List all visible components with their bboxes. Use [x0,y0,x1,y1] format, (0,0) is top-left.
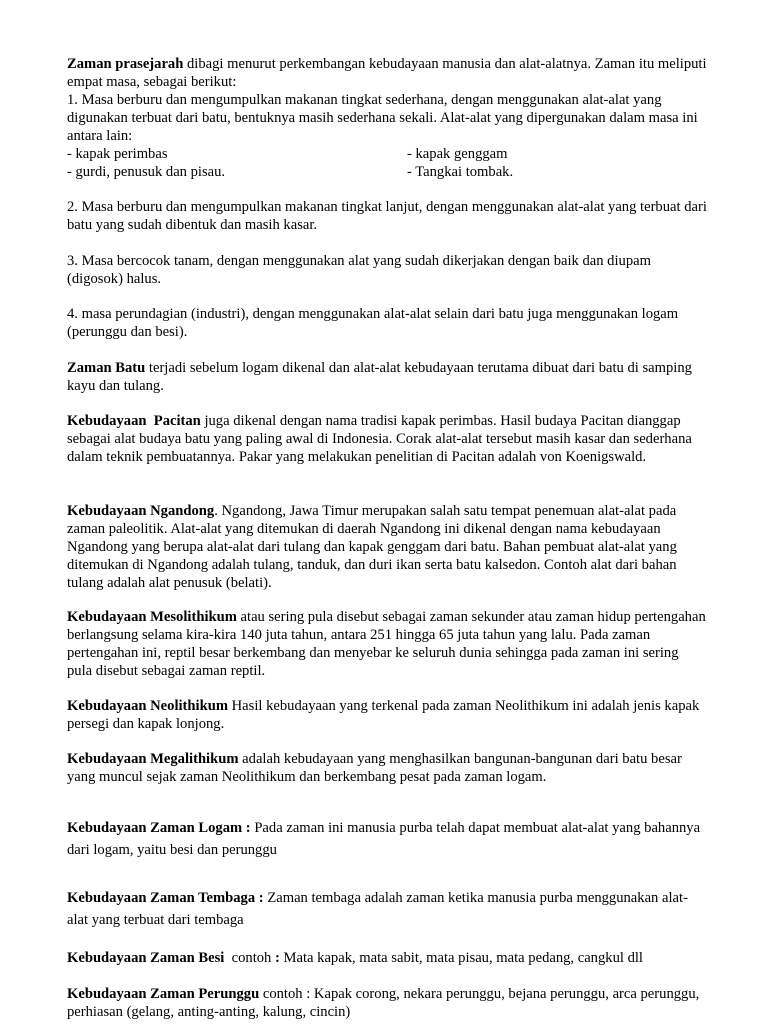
zaman-besi-term: Kebudayaan Zaman Besi [67,950,225,966]
masa-2-paragraph: 2. Masa berburu dan mengumpulkan makanan tingkat lanjut, dengan menggunakan alat-alat yang terbuat dari batu yang sudah dibentuk dan masih kasar. [67,199,707,233]
tools-row [67,163,707,181]
masa-4-paragraph: 4. masa perundagian (industri), dengan menggunakan alat-alat selain dari batu juga menggunakan logam (perunggu dan besi). [67,306,679,340]
tool-item: - Tangkai tombak. [407,164,514,180]
zaman-logam-term: Kebudayaan Zaman Logam : [67,820,251,836]
neolithikum-term: Kebudayaan Neolithikum [67,698,228,714]
ngandong-paragraph [67,502,707,592]
ngandong-text: . Ngandong, Jawa Timur merupakan salah satu tempat penemuan alat-alat pada zaman paleolitik. Alat-alat yang ditemukan di daerah Ngandong ini dikenal dengan nama kebudayaan Ngandong yang berupa alat-alat dari tulang dan kapak genggam dari batu. Bahan pembuat alat-alat yang ditemukan di Ngandong adalah tulang, tanduk, dan duri ikan serta batu kalsedon. Contoh alat dari bahan tulang adalah alat penusuk (belati). [67,503,677,591]
masa-3-paragraph: 3. Masa bercocok tanam, dengan menggunakan alat yang sudah dikerjakan dengan baik dan diupam (digosok) halus. [67,253,651,287]
neolithikum-text: Hasil kebudayaan yang terkenal pada zaman Neolithikum ini adalah jenis kapak persegi dan kapak lonjong. [67,698,700,732]
neolithikum-paragraph [67,697,707,733]
zaman-logam-text: Pada zaman ini manusia purba telah dapat membuat alat-alat yang bahannya dari logam, yaitu besi dan perunggu [67,820,701,858]
zaman-batu-term: Zaman Batu [67,360,146,376]
zaman-logam-paragraph [67,817,707,861]
tools-list [67,145,707,181]
tool-item: - kapak perimbas [67,146,168,162]
zaman-perunggu-paragraph [67,985,707,1021]
intro-term: Zaman prasejarah [67,56,184,72]
zaman-perunggu-text: contoh : Kapak corong, nekara perunggu, bejana perunggu, arca perunggu, perhiasan (gelang, anting-anting, kalung, cincin) [67,986,700,1020]
zaman-batu-text: terjadi sebelum logam dikenal dan alat-alat kebudayaan terutama dibuat dari batu di samping kayu dan tulang. [67,360,692,394]
intro-text: dibagi menurut perkembangan kebudayaan manusia dan alat-alatnya. Zaman itu meliputi empat masa, sebagai berikut: [67,56,707,90]
zaman-tembaga-term: Kebudayaan Zaman Tembaga : [67,890,264,906]
pacitan-text: juga dikenal dengan nama tradisi kapak perimbas. Hasil budaya Pacitan dianggap sebagai alat budaya batu yang paling awal di Indonesia. Corak alat-alat tersebut masih kasar dan sederhana dalam teknik pembuatannya. Pakar yang melakukan penelitian di Pacitan adalah von Koenigswald. [67,413,692,465]
megalithikum-term: Kebudayaan Megalithikum [67,751,239,767]
zaman-perunggu-term: Kebudayaan Zaman Perunggu [67,986,260,1002]
tool-item: - kapak genggam [407,146,508,162]
pacitan-paragraph [67,412,707,466]
zaman-batu-paragraph [67,359,707,395]
zaman-besi-mid: contoh [224,950,275,966]
zaman-besi-colon: : [275,950,280,966]
mesolithikum-text: atau sering pula disebut sebagai zaman sekunder atau zaman hidup pertengahan berlangsung selama kira-kira 140 juta tahun, antara 251 hingga 65 juta tahun yang lalu. Pada zaman pertengahan ini, reptil besar berkembang dan menyebar ke seluruh dunia sehingga pada zaman ini sering pula disebut sebagai zaman reptil. [67,609,706,679]
zaman-besi-paragraph [67,949,707,967]
tools-row [67,145,707,163]
megalithikum-paragraph [67,750,707,786]
ngandong-term: Kebudayaan Ngandong [67,503,215,519]
mesolithikum-paragraph [67,608,707,680]
pacitan-term: Kebudayaan Pacitan [67,413,201,429]
zaman-tembaga-text: Zaman tembaga adalah zaman ketika manusia purba menggunakan alat-alat yang terbuat dari tembaga [67,890,688,928]
zaman-besi-text: Mata kapak, mata sabit, mata pisau, mata pedang, cangkul dll [279,950,643,966]
masa-1-paragraph: 1. Masa berburu dan mengumpulkan makanan tingkat sederhana, dengan menggunakan alat-alat yang digunakan terbuat dari batu, bentuknya masih sederhana sekali. Alat-alat yang dipergunakan dalam masa ini antara lain: [67,92,698,144]
zaman-tembaga-paragraph [67,887,707,931]
intro-paragraph [67,55,707,91]
tool-item: - gurdi, penusuk dan pisau. [67,164,226,180]
megalithikum-text: adalah kebudayaan yang menghasilkan bangunan-bangunan dari batu besar yang muncul sejak zaman Neolithikum dan berkembang pesat pada zaman logam. [67,751,682,785]
mesolithikum-term: Kebudayaan Mesolithikum [67,609,237,625]
